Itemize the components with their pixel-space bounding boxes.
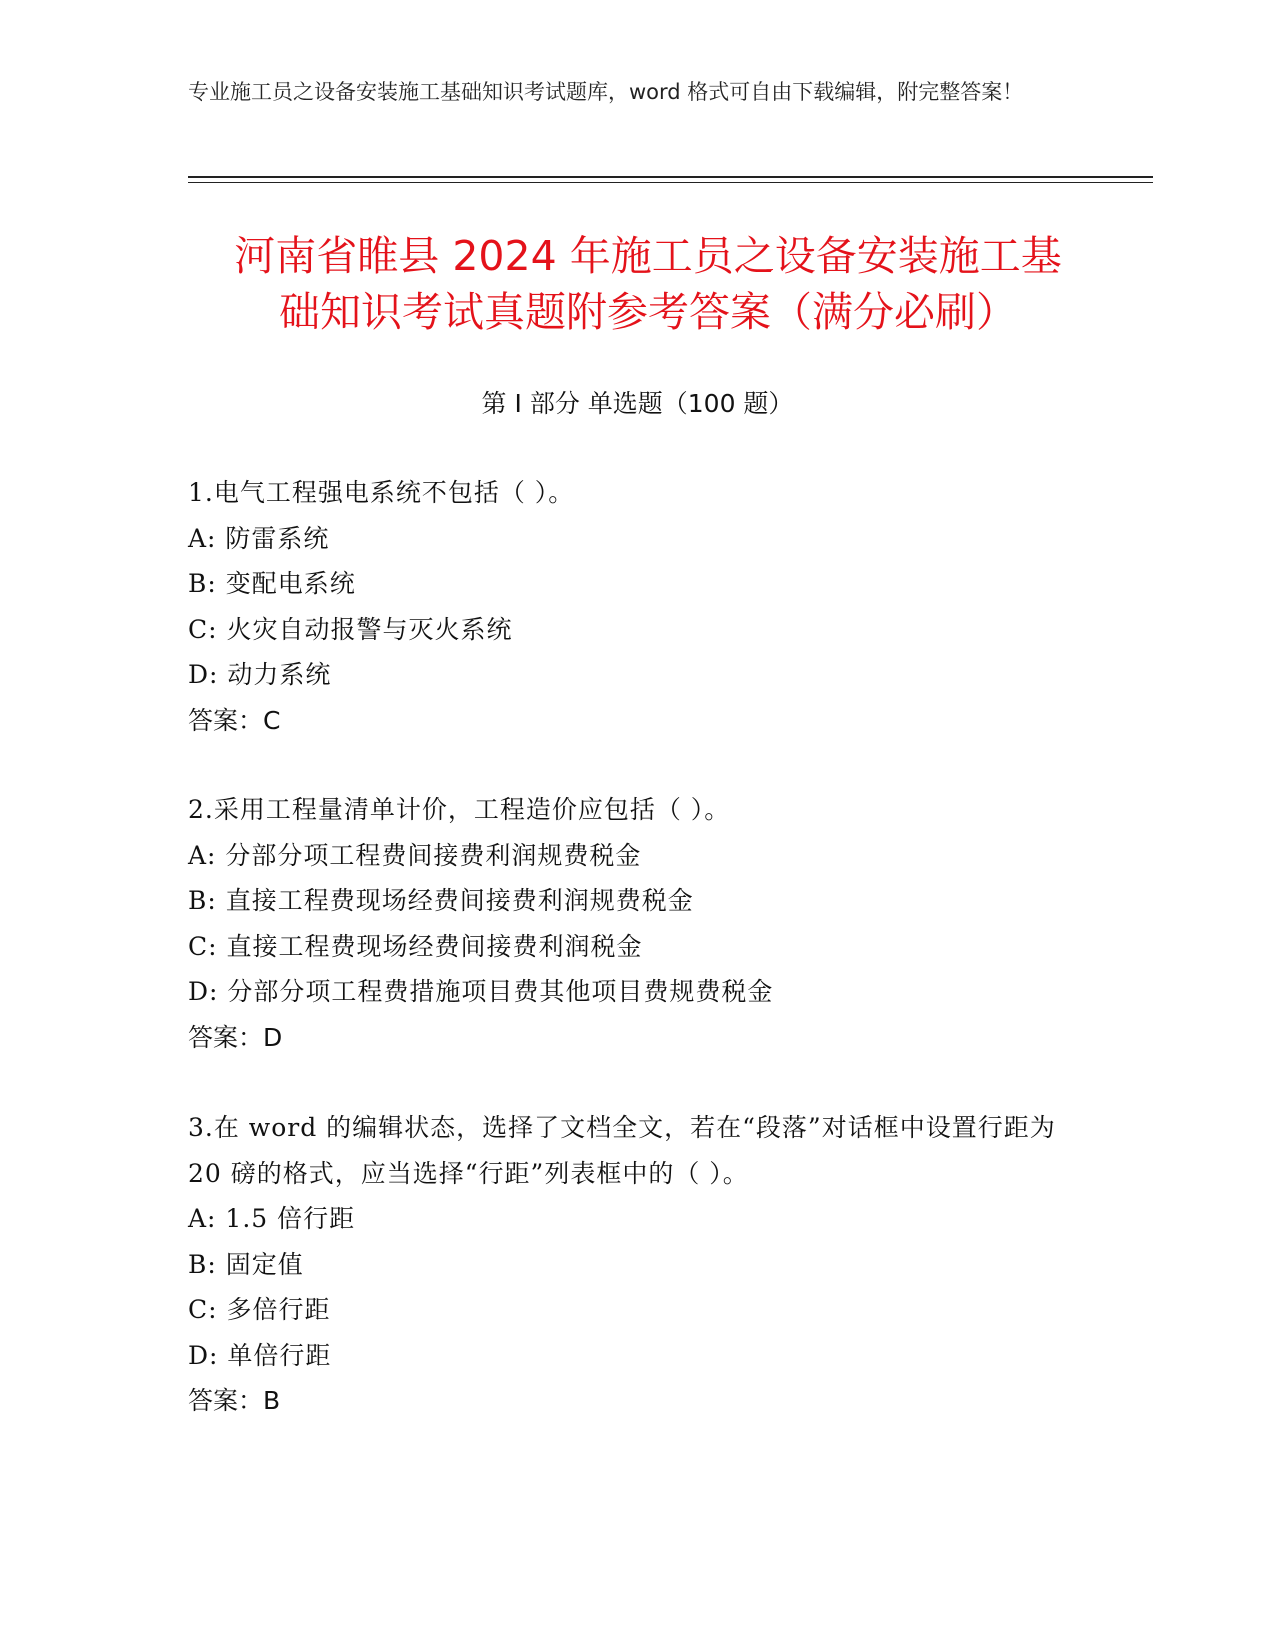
- option-c: C: 多倍行距: [188, 1295, 331, 1324]
- option-b: B: 直接工程费现场经费间接费利润规费税金: [188, 886, 694, 915]
- question-2: [188, 787, 1088, 1060]
- option-a: A: 分部分项工程费间接费利润规费税金: [188, 840, 642, 870]
- header-rule-thin: [188, 182, 1153, 183]
- title-line-1: 河南省睢县 2024 年施工员之设备安装施工基: [234, 232, 1062, 280]
- option-a: A: 防雷系统: [188, 523, 330, 553]
- question-3: [188, 1105, 1088, 1424]
- option-c: C: 火灾自动报警与灭火系统: [188, 614, 513, 644]
- question-stem: 1.电气工程强电系统不包括（ ）。: [188, 478, 575, 507]
- option-d: D: 分部分项工程费措施项目费其他项目费规费税金: [188, 977, 774, 1006]
- option-b: B: 固定值: [188, 1249, 304, 1279]
- option-a: A: 1.5 倍行距: [188, 1204, 356, 1233]
- option-c: C: 直接工程费现场经费间接费利润税金: [188, 931, 643, 961]
- header-rule-thick: [188, 176, 1153, 178]
- option-b: B: 变配电系统: [188, 569, 356, 598]
- answer-line: 答案：D: [188, 1022, 283, 1052]
- question-1: [188, 470, 1088, 743]
- header-note: 专业施工员之设备安装施工基础知识考试题库，word 格式可自由下载编辑，附完整答案！: [188, 80, 1024, 104]
- question-stem: 3.在 word 的编辑状态，选择了文档全文，若在“段落”对话框中设置行距为 20 磅的格式，应当选择“行距”列表框中的（ ）。: [188, 1113, 1056, 1188]
- answer-line: 答案：B: [188, 1386, 281, 1415]
- option-d: D: 单倍行距: [188, 1340, 332, 1370]
- section-heading: 第 I 部分 单选题（100 题）: [481, 389, 794, 418]
- option-d: D: 动力系统: [188, 660, 332, 689]
- document-title: [188, 228, 1108, 340]
- question-stem: 2.采用工程量清单计价，工程造价应包括（ ）。: [188, 795, 731, 824]
- title-line-2: 础知识考试真题附参考答案（满分必刷）: [279, 288, 1017, 336]
- answer-line: 答案：C: [188, 705, 281, 735]
